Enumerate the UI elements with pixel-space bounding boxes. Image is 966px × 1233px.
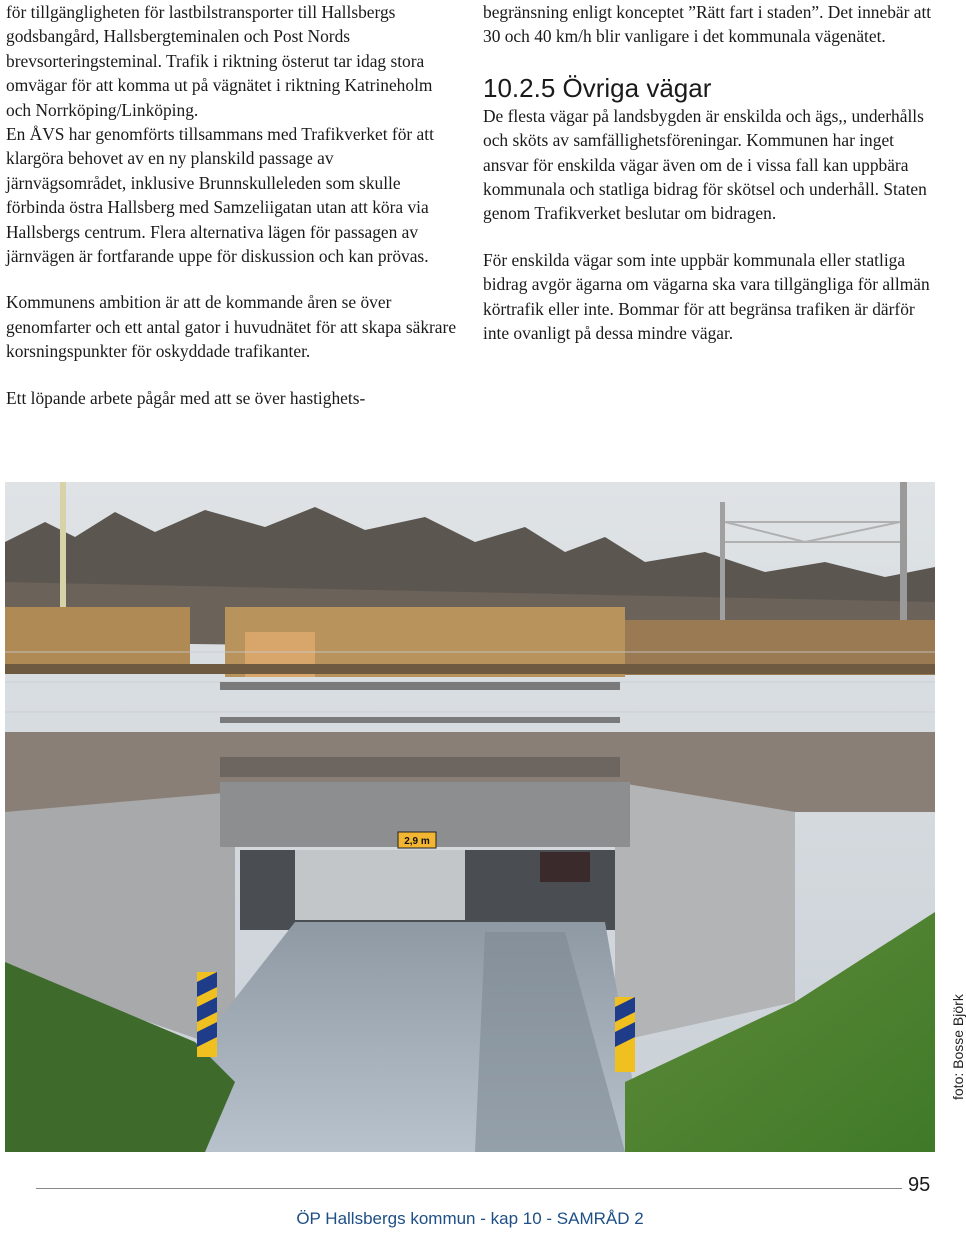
railway-underpass-photo [5,482,935,1152]
right-paragraph-3: För enskilda vägar som inte uppbär kommunala eller statliga bidrag avgör ägarna om vägarna ska vara tillgängliga för allmän körtrafik eller inte. Bommar för att begränsa trafiken är därför inte ovanligt på dessa mindre vägar. [483,249,930,344]
footer-rule [36,1188,902,1189]
left-paragraph-1: för tillgängligheten för lastbilstransporter till Hallsbergs godsbangård, Hallsbergteminalen och Post Nords brevsorteringsteminal. Trafik i riktning österut tar idag stora omvägar för att komma ut på vägnätet i riktning Katrineholm och Norrköping/Linköping. [6,2,433,120]
left-paragraph-3: Kommunens ambition är att de kommande åren se över genomfarter och ett antal gator i huvudnätet för att skapa säkrare korsningspunkter för oskyddade trafikanter. [6,292,457,362]
footer-text: ÖP Hallsbergs kommun - kap 10 - SAMRÅD 2 [296,1209,644,1228]
left-text-column [6,0,458,410]
page-number: 95 [908,1174,931,1196]
left-paragraph-4: Ett löpande arbete pågår med att se över hastighets- [6,387,366,408]
right-text-column [483,0,943,345]
right-paragraph-2: De flesta vägar på landsbygden är enskilda och ägs,, underhålls och sköts av samfällighetsföreningar. Kommunen har inget ansvar för enskilda vägar även om de i vissa fall kan uppbära kommunala och statliga bidrag för skötsel och underhåll. Staten genom Trafikverket beslutar om bidragen. [483,105,927,224]
right-paragraph-1: begränsning enligt konceptet ”Rätt fart i staden”. Det innebär att 30 och 40 km/h blir vanligare i det kommunala vägenätet. [483,2,932,47]
clearance-sign-text: 2,9 m [404,836,430,847]
left-paragraph-2: En ÅVS har genomförts tillsammans med Trafikverket för att klargöra behovet av en ny planskild passage av järnvägsområdet, inklusive Brunnskulleleden som skulle förbinda östra Hallsberg med Samzeliigatan utan att köra via Hallsbergs centrum. Flera alternativa lägen för passagen av järnvägen är fortfarande uppe för diskussion och kan prövas. [6,124,434,267]
photo-credit: foto: Bosse Björk [950,994,966,1100]
section-heading: 10.2.5 Övriga vägar [483,72,712,103]
